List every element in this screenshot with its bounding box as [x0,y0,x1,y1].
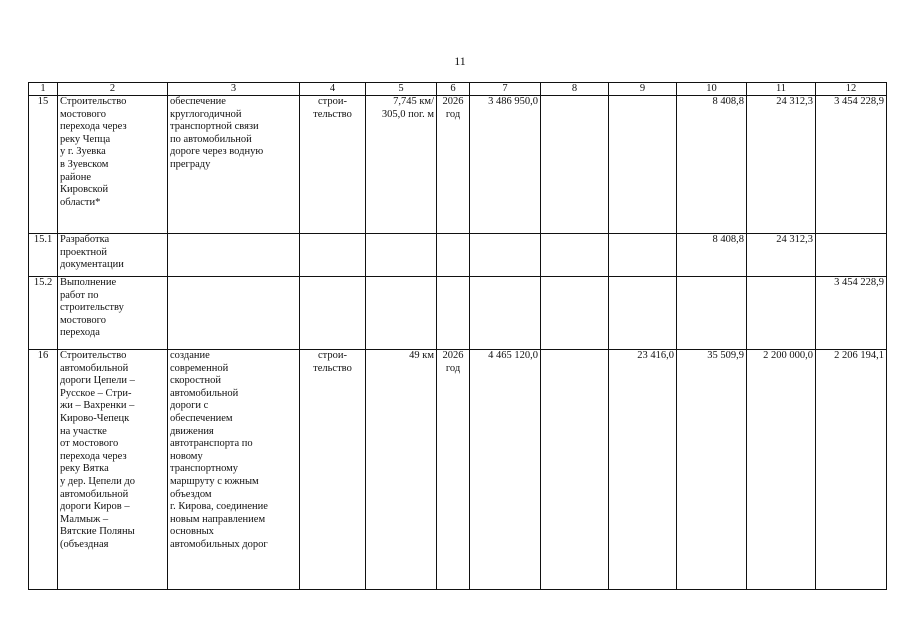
header-cell-8: 8 [541,83,609,96]
cost-value: 4 465 120,0 [488,350,538,361]
work-type: строи- тельство [313,96,352,120]
object-name: Выполнение работ по строительству мостового перехода [60,277,124,339]
value-col-11: 24 312,3 [776,96,813,107]
work-type: строи- тельство [313,350,352,374]
purpose-text: создание современной скоростной автомобильной дороги с обеспечением движения автотранспорта по новому транспортному маршруту с южным объездом г. Кирова, соединение новым направлением основных автомобильных дорог [170,350,268,550]
row-number: 15 [37,96,49,107]
capacity: 7,745 км/ 305,0 пог. м [381,96,434,120]
value-col-12: 3 454 228,9 [834,277,884,288]
table-row [29,96,887,234]
capacity: 49 км [409,350,434,361]
object-name: Разработка проектной документации [60,234,124,271]
value-col-9: 23 416,0 [637,350,674,361]
header-row [29,83,887,96]
header-cell-4: 4 [300,83,366,96]
header-cell-11: 11 [747,83,816,96]
row-number: 16 [37,350,49,361]
value-col-10: 35 509,9 [707,350,744,361]
header-cell-6: 6 [437,83,470,96]
value-col-12: 3 454 228,9 [834,96,884,107]
object-name: Строительство автомобильной дороги Цепели – Русское – Стри- жи – Вахренки – Кирово-Чепецк на участке от мостового перехода через реку Вятка у дер. Цепели до автомобильной дороги Киров – Малмыж – Вятские Поляны (объездная [60,350,135,550]
header-cell-1: 1 [29,83,58,96]
header-cell-10: 10 [677,83,747,96]
header-cell-7: 7 [470,83,541,96]
year: 2026 год [442,350,464,374]
table-row [29,234,887,277]
row-number: 15.1 [33,234,53,245]
value-col-10: 8 408,8 [712,234,744,245]
cost-value: 3 486 950,0 [488,96,538,107]
value-col-12: 2 206 194,1 [834,350,884,361]
header-cell-3: 3 [168,83,300,96]
header-cell-12: 12 [816,83,887,96]
value-col-11: 24 312,3 [776,234,813,245]
purpose-text: обеспечение круглогодичной транспортной связи по автомобильной дороге через водную преграду [170,96,264,170]
table-row [29,277,887,350]
value-col-10: 8 408,8 [712,96,744,107]
table-row [29,350,887,590]
header-cell-9: 9 [609,83,677,96]
year: 2026 год [442,96,464,120]
object-name: Строительство мостового перехода через реку Чепца у г. Зуевка в Зуевском районе Кировской области* [60,96,127,208]
header-cell-2: 2 [58,83,168,96]
header-cell-5: 5 [366,83,437,96]
page-number: 11 [454,54,466,68]
row-number: 15.2 [33,277,53,288]
value-col-11: 2 200 000,0 [763,350,813,361]
data-table [28,82,887,590]
